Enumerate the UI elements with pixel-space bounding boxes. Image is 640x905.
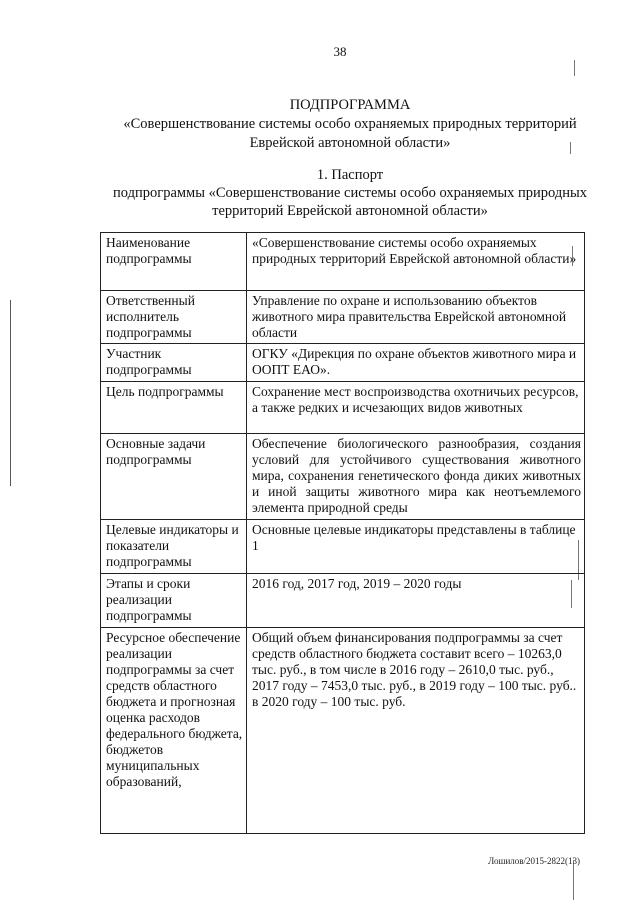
passport-heading-block xyxy=(80,166,620,220)
row-label: Цель подпрограммы xyxy=(101,382,247,434)
passport-subtitle: территорий Еврейской автономной области» xyxy=(212,203,488,219)
document-title xyxy=(80,96,620,153)
passport-subtitle: подпрограммы «Совершенствование системы особо охраняемых природных xyxy=(113,185,587,201)
row-label: Ответственный исполнитель подпрограммы xyxy=(101,291,247,344)
row-value: «Совершенствование системы особо охраняемых природных территорий Еврейской автономной области» xyxy=(247,233,585,291)
row-label: Наименование подпрограммы xyxy=(101,233,247,291)
row-label: Этапы и сроки реализации подпрограммы xyxy=(101,574,247,628)
table-row xyxy=(101,574,585,628)
row-value: Обеспечение биологического разнообразия, создания условий для устойчивого существования животного мира, сохранения генетического фонда диких животных и иной защиты животного мира как неотъемлемого элемента природной среды xyxy=(247,434,585,520)
document-code: Лошилов/2015-2822(13) xyxy=(488,856,580,866)
row-label: Целевые индикаторы и показатели подпрограммы xyxy=(101,520,247,574)
table-row xyxy=(101,434,585,520)
table-row xyxy=(101,520,585,574)
table-row xyxy=(101,291,585,344)
table-row xyxy=(101,233,585,291)
row-value: Основные целевые индикаторы представлены в таблице 1 xyxy=(247,520,585,574)
scan-margin-mark xyxy=(10,300,11,486)
scan-edge-mark xyxy=(573,860,574,900)
page-number: 38 xyxy=(333,44,347,59)
row-value: 2016 год, 2017 год, 2019 – 2020 годы xyxy=(247,574,585,628)
passport-table xyxy=(100,232,585,834)
row-label: Участник подпрограммы xyxy=(101,344,247,382)
table-row xyxy=(101,344,585,382)
row-value: Сохранение мест воспроизводства охотничьих ресурсов, а также редких и исчезающих видов животных xyxy=(247,382,585,434)
row-label: Основные задачи подпрограммы xyxy=(101,434,247,520)
row-label: Ресурсное обеспечение реализации подпрограммы за счет средств областного бюджета и прогнозная оценка расходов федерального бюджета, бюджетов муниципальных образований, xyxy=(101,628,247,834)
row-value: ОГКУ «Дирекция по охране объектов животного мира и ООПТ ЕАО». xyxy=(247,344,585,382)
passport-heading: 1. Паспорт xyxy=(316,167,384,183)
title-line: Еврейской автономной области» xyxy=(249,135,451,151)
table-row xyxy=(101,382,585,434)
scan-edge-mark xyxy=(574,60,575,76)
title-line: ПОДПРОГРАММА xyxy=(289,97,411,113)
row-value: Управление по охране и использованию объектов животного мира правительства Еврейской автономной области xyxy=(247,291,585,344)
table-row xyxy=(101,628,585,834)
title-line: «Совершенствование системы особо охраняемых природных территорий xyxy=(123,116,577,132)
row-value: Общий объем финансирования подпрограммы за счет средств областного бюджета составит всего – 10263,0 тыс. руб., в том числе в 2016 году – 2610,0 тыс. руб., 2017 году – 7453,0 тыс. руб., в 2019 году – 100 тыс. руб.. в 2020 году – 100 тыс. руб. xyxy=(247,628,585,834)
